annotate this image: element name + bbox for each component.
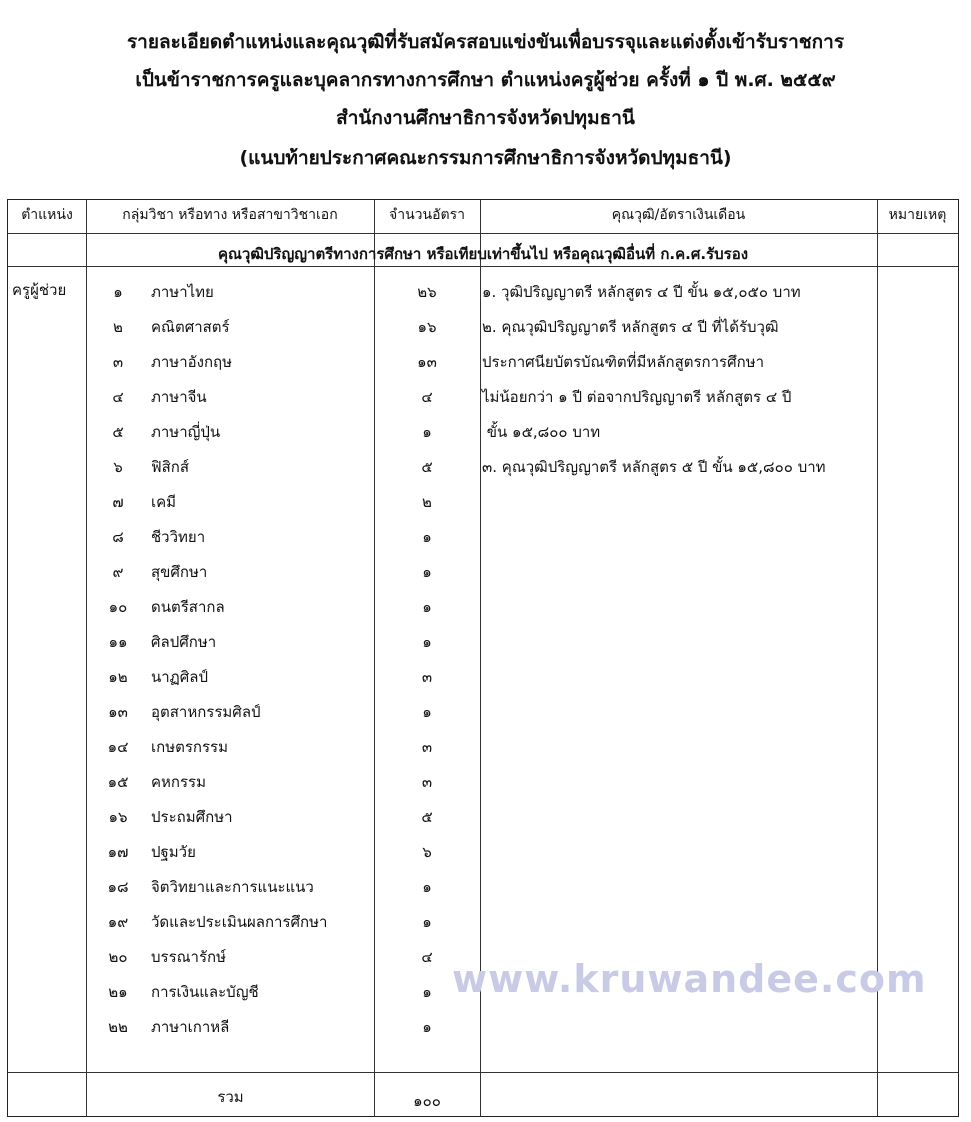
title-line-2: เป็นข้าราชการครูและบุคลากรทางการศึกษา ตำแหน่งครูผู้ช่วย ครั้งที่ ๑ ปี พ.ศ. ๒๕๕๙	[135, 69, 836, 91]
row-number: ๑	[113, 283, 123, 301]
row-number: ๔	[112, 388, 124, 406]
total-count: ๑๐๐	[413, 1092, 441, 1110]
qualification-line: ประกาศนียบัตรบัณฑิตที่มีหลักสูตรการศึกษา	[482, 353, 765, 371]
row-subject: เคมี	[151, 493, 177, 511]
table-row	[8, 727, 948, 762]
row-number: ๑๓	[108, 703, 128, 721]
row-number: ๑๔	[107, 738, 129, 756]
row-count: ๓	[421, 738, 433, 756]
row-count: ๑	[422, 633, 432, 651]
row-count: ๑	[422, 528, 432, 546]
table-row	[8, 552, 948, 587]
row-count: ๑	[422, 913, 432, 931]
row-count: ๑	[422, 598, 432, 616]
row-count: ๓	[421, 668, 433, 686]
row-count: ๑	[422, 1018, 432, 1036]
row-subject: ภาษาจีน	[151, 388, 207, 406]
title-line-4: (แนบท้ายประกาศคณะกรรมการศึกษาธิการจังหวัดปทุมธานี)	[239, 147, 732, 169]
row-count: ๑	[422, 878, 432, 896]
column-header-remark: หมายเหตุ	[888, 207, 947, 223]
header-divider	[8, 233, 958, 234]
row-count: ๑	[422, 563, 432, 581]
table-row	[8, 657, 948, 692]
qualification-line: ๑. วุฒิปริญญาตรี หลักสูตร ๔ ปี ขั้น ๑๕,๐๕๐ บาท	[482, 283, 801, 301]
watermark-text: www.kruwandee.com	[452, 957, 927, 1001]
row-subject: ฟิสิกส์	[151, 458, 190, 476]
row-subject: ประถมศึกษา	[151, 808, 233, 826]
table-row	[8, 797, 948, 832]
subheader-divider	[8, 266, 958, 267]
row-count: ๑	[422, 703, 432, 721]
row-subject: วัดและประเมินผลการศึกษา	[151, 913, 328, 931]
row-number: ๘	[112, 528, 124, 546]
title-line-3: สำนักงานศึกษาธิการจังหวัดปทุมธานี	[336, 107, 635, 129]
row-count: ๑	[422, 423, 432, 441]
row-count: ๕	[421, 458, 433, 476]
qualification-line: ขั้น ๑๕,๘๐๐ บาท	[482, 423, 601, 441]
table-row	[8, 902, 948, 937]
row-number: ๑๒	[108, 668, 128, 686]
row-number: ๑๖	[108, 808, 128, 826]
total-divider	[8, 1072, 958, 1073]
row-number: ๓	[112, 353, 124, 371]
row-count: ๕	[421, 808, 433, 826]
row-subject: ภาษาญี่ปุ่น	[151, 423, 221, 441]
row-number: ๑๙	[107, 913, 129, 931]
row-subject: เกษตรกรรม	[151, 738, 228, 756]
row-subject: บรรณารักษ์	[151, 948, 226, 966]
column-header-position: ตำแหน่ง	[21, 207, 73, 223]
row-subject: ชีววิทยา	[151, 528, 206, 546]
row-subject: ภาษาไทย	[151, 283, 214, 301]
table-row	[8, 622, 948, 657]
row-number: ๑๑	[108, 633, 128, 651]
row-number: ๒๑	[108, 983, 128, 1001]
row-subject: นาฏศิลป์	[151, 668, 208, 686]
row-subject: ภาษาเกาหลี	[151, 1018, 230, 1036]
row-subject: ดนตรีสากล	[151, 598, 225, 616]
qualification-line: ๒. คุณวุฒิปริญญาตรี หลักสูตร ๔ ปี ที่ได้รับวุฒิ	[482, 318, 779, 336]
qualification-subheader: คุณวุฒิปริญญาตรีทางการศึกษา หรือเทียบเท่าขึ้นไป หรือคุณวุฒิอื่นที่ ก.ค.ศ.รับรอง	[217, 245, 749, 263]
row-subject: ปฐมวัย	[151, 843, 196, 861]
row-subject: จิตวิทยาและการแนะแนว	[151, 878, 314, 896]
row-count: ๓	[421, 773, 433, 791]
row-count: ๔	[421, 948, 433, 966]
table-row	[8, 692, 948, 727]
row-count: ๔	[421, 388, 433, 406]
row-number: ๒๐	[108, 948, 128, 966]
row-number: ๑๐	[108, 598, 128, 616]
total-label: รวม	[217, 1088, 244, 1106]
table-row	[8, 587, 948, 622]
row-subject: สุขศึกษา	[151, 563, 208, 581]
qualification-cell	[482, 280, 877, 490]
qualification-line: ๓. คุณวุฒิปริญญาตรี หลักสูตร ๕ ปี ขั้น ๑๕,๘๐๐ บาท	[482, 458, 826, 476]
title-line-1: รายละเอียดตำแหน่งและคุณวุฒิที่รับสมัครสอบแข่งขันเพื่อบรรจุและแต่งตั้งเข้ารับราชการ	[126, 31, 845, 53]
column-header-count: จำนวนอัตรา	[389, 207, 465, 223]
row-count: ๒	[422, 493, 432, 511]
row-count: ๒๖	[417, 283, 437, 301]
column-header-subject: กลุ่มวิชา หรือทาง หรือสาขาวิชาเอก	[122, 207, 338, 223]
table-row	[8, 517, 948, 552]
row-subject: คหกรรม	[151, 773, 207, 791]
row-number: ๑๘	[107, 878, 129, 896]
row-number: ๑๕	[107, 773, 129, 791]
qualification-line: ไม่น้อยกว่า ๑ ปี ต่อจากปริญญาตรี หลักสูตร ๔ ปี	[482, 388, 792, 406]
table-row	[8, 762, 948, 797]
table-row	[8, 1007, 948, 1042]
position-cell: ครูผู้ช่วย	[12, 281, 67, 299]
row-number: ๕	[112, 423, 124, 441]
table-row	[8, 832, 948, 867]
row-subject: อุตสาหกรรมศิลป์	[151, 703, 261, 721]
row-number: ๗	[112, 493, 124, 511]
row-number: ๖	[113, 458, 123, 476]
row-number: ๒๒	[108, 1018, 128, 1036]
row-subject: ศิลปศึกษา	[151, 633, 217, 651]
column-header-qualification: คุณวุฒิ/อัตราเงินเดือน	[611, 207, 746, 223]
row-number: ๒	[113, 318, 123, 336]
row-number: ๑๗	[107, 843, 129, 861]
row-count: ๖	[422, 843, 432, 861]
row-count: ๑	[422, 983, 432, 1001]
row-count: ๑๓	[417, 353, 437, 371]
row-number: ๙	[112, 563, 124, 581]
row-subject: ภาษาอังกฤษ	[151, 353, 233, 371]
row-subject: คณิตศาสตร์	[151, 318, 230, 336]
row-count: ๑๖	[417, 318, 437, 336]
table-row	[8, 867, 948, 902]
row-subject: การเงินและบัญชี	[151, 983, 259, 1001]
